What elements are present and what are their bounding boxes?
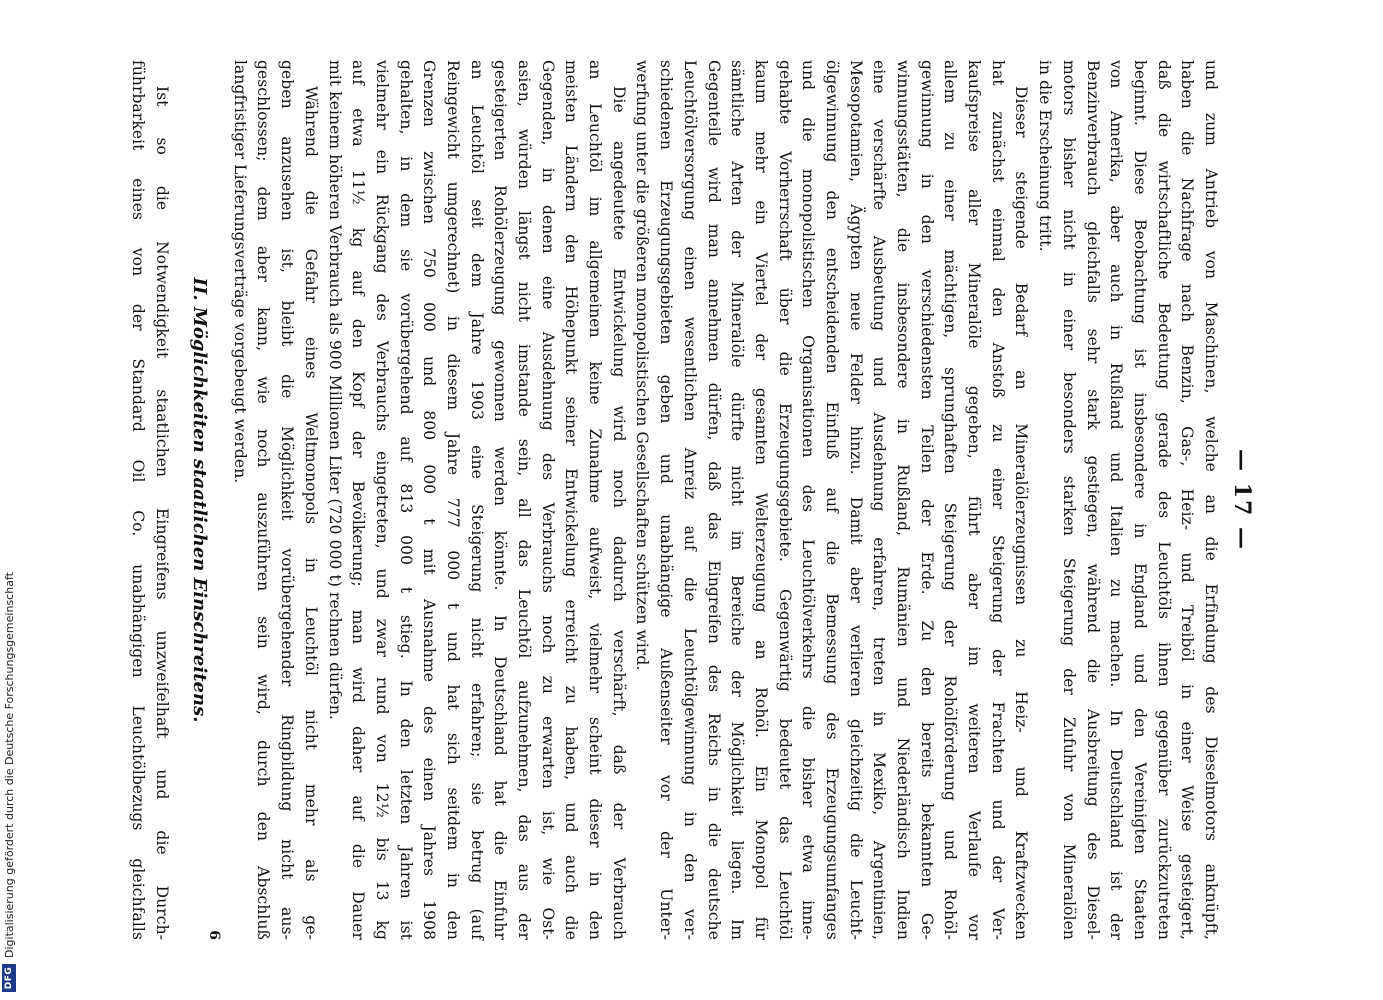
text-line: Grenzen zwischen 750 000 und 800 000 t mit Ausnahme des einen Jahres 1908 [420,60,439,940]
text-line: beginnt. Diese Beobachtung ist insbesondere in England und den Vereinigten Staaten [1130,60,1149,940]
dfg-logo: DFG [2,964,16,992]
text-line: an Leuchtöl im allgemeinen keine Zunahme aufweist, vielmehr scheint dieser in den [586,60,605,940]
text-line: Ist so die Notwendigkeit staatlichen Eingreifens unzweifelhaft und die Durch- [153,86,172,940]
text-line: schiedenen Erzeugungsgebieten geben und unabhängige Außenseiter vor der Unter- [657,60,676,940]
text-line: und die monopolistischen Organisationen des Leuchtölverkehrs die bisher etwa inne- [799,60,818,940]
text-line: vielmehr ein Rückgang des Verbrauchs eingetreten, und zwar rund von 12½ bis 13 kg [372,60,391,940]
text-line: von Amerika, aber auch in Rußland und Italien zu machen. In Deutschland ist der [1107,60,1126,940]
text-line: Gegenden, in denen eine Ausdehnung des Verbrauchs noch zu erwarten ist, wie Ost- [538,60,557,940]
credit-text: Digitalisierung gefördert durch die Deutsche Forschungsgemeinschaft [2,572,16,958]
paragraph-3 [322,60,630,940]
text-line: motors bisher nicht in einer besonders starken Steigerung der Zufuhr von Mineralölen [1059,60,1078,940]
text-line: daß die wirtschaftliche Bedeutung gerade des Leuchtöls ihnen gegenüber zurückzutreten [1154,60,1173,940]
text-line: Dieser steigende Bedarf an Mineralölerzeugnissen zu Heiz- und Kraftzwecken [1012,86,1031,940]
digitization-credit [0,0,18,1000]
text-line: mit keinem höheren Verbrauch als 900 Millionen Liter (720 000 t) rechnen dürfen. [325,60,344,720]
paragraph-4 [227,60,322,940]
text-line: in die Erscheinung tritt. [1036,60,1055,252]
text-line: geschlossen; dem aber kann, wie noch auszuführen sein wird, durch den Abschluß [254,60,273,940]
section-heading: II. Möglichkeiten staatlichen Einschreitens. [189,277,211,723]
paragraph-5 [126,60,173,940]
text-line: gewinnung in den verschiedensten Teilen der Erde. Zu den bereits bekannten Ge- [917,60,936,940]
text-line: gesteigerten Rohölerzeugung gewonnen werden könnte. In Deutschland hat die Einfuhr [491,60,510,940]
text-line: meisten Ländern den Höhepunkt seiner Entwickelung erreicht zu haben, und auch die [562,60,581,940]
text-line: sämtliche Arten der Mineralöle dürfte nicht im Bereiche der Möglichkeit liegen. Im [728,60,747,940]
text-line: eine verschärfte Ausbeutung und Ausdehnung erfahren, treten in Mexiko, Argentinien, [870,60,889,940]
text-line: haben die Nachfrage nach Benzin, Gas-, Heiz- und Treiböl in einer Weise gesteigert, [1178,60,1197,940]
text-line: allem zu einer mächtigen, sprunghaften Steigerung der Rohölförderung und Rohöl- [941,60,960,940]
text-line: gehabte Vorherrschaft über die Erzeugungsgebiete. Gegenwärtig bedeutet das Leuchtöl [775,60,794,940]
text-line: langfristiger Lieferungsverträge vorgebeugt werden. [230,60,249,484]
page-number: — 17 — [1229,449,1255,551]
text-line: auf etwa 11½ kg auf den Kopf der Bevölkerung; man wird daher auf die Dauer [349,60,368,940]
signature-mark: 6 [206,930,222,940]
paragraph-2 [630,60,1033,940]
text-line: kaufspreise aller Mineralöle gegeben, führt aber im weiteren Verlaufe vor [965,60,984,940]
document-page [129,0,1262,1000]
text-line: an Leuchtöl seit dem Jahre 1903 eine Steigerung nicht erfahren; sie betrug (auf [467,60,486,940]
paragraph-1 [1033,60,1223,940]
text-line: hat zunächst einmal den Anstoß zu einer Steigerung der Frachten und der Ver- [988,60,1007,940]
text-line: asien, würden längst nicht imstande sein, all das Leuchtöl aufzunehmen, das aus der [515,60,534,940]
text-line: Reingewicht umgerechnet) in diesem Jahre 777 000 t und hat sich seitdem in den [444,60,462,940]
text-line: führbarkeit eines von der Standard Oil Co. unabhängigen Leuchtölbezugs gleichfalls [129,60,148,940]
text-line: Während die Gefahr eines Weltmonopols in Leuchtöl nicht mehr als ge- [301,86,320,940]
text-line: Die angedeutete Entwickelung wird noch dadurch verschärft, daß der Verbrauch [609,86,628,940]
text-line: gehalten, in dem sie vorübergehend auf 813 000 t stieg. In den letzten Jahren ist [396,60,415,940]
text-line: geben anzusehen ist, bleibt die Möglichkeit vorübergehender Ringbildung nicht aus- [278,60,297,940]
text-line: ölgewinnung den entscheidenden Einfluß auf die Bemessung des Erzeugungsumfanges [823,60,841,940]
text-line: Benzinverbrauch gleichfalls sehr stark gestiegen, während die Ausbreitung des Diesel- [1083,60,1102,940]
text-line: werfung unter die größeren monopolistischen Gesellschaften schützen wird. [633,60,652,671]
text-line: winnungsstätten, die insbesondere in Rußland, Rumänien und Niederländisch Indien [894,60,913,940]
text-line: Mesopotamien, Ägypten neue Felder hinzu. Damit aber verlieren gleichzeitig die Leucht- [846,60,865,940]
text-line: Leuchtölversorgung einen wesentlichen Anreiz auf die Leuchtölgewinnung in den ver- [680,60,699,940]
text-line: Gegenteile wird man annehmen dürfen, daß das Eingreifen des Reichs in die deutsche [704,60,723,940]
text-line: und zum Antrieb von Maschinen, welche an die Erfindung des Dieselmotors anknüpft, [1202,60,1220,940]
text-line: kaum mehr ein Viertel der gesamten Welterzeugung an Rohöl. Ein Monopol für [751,60,770,940]
